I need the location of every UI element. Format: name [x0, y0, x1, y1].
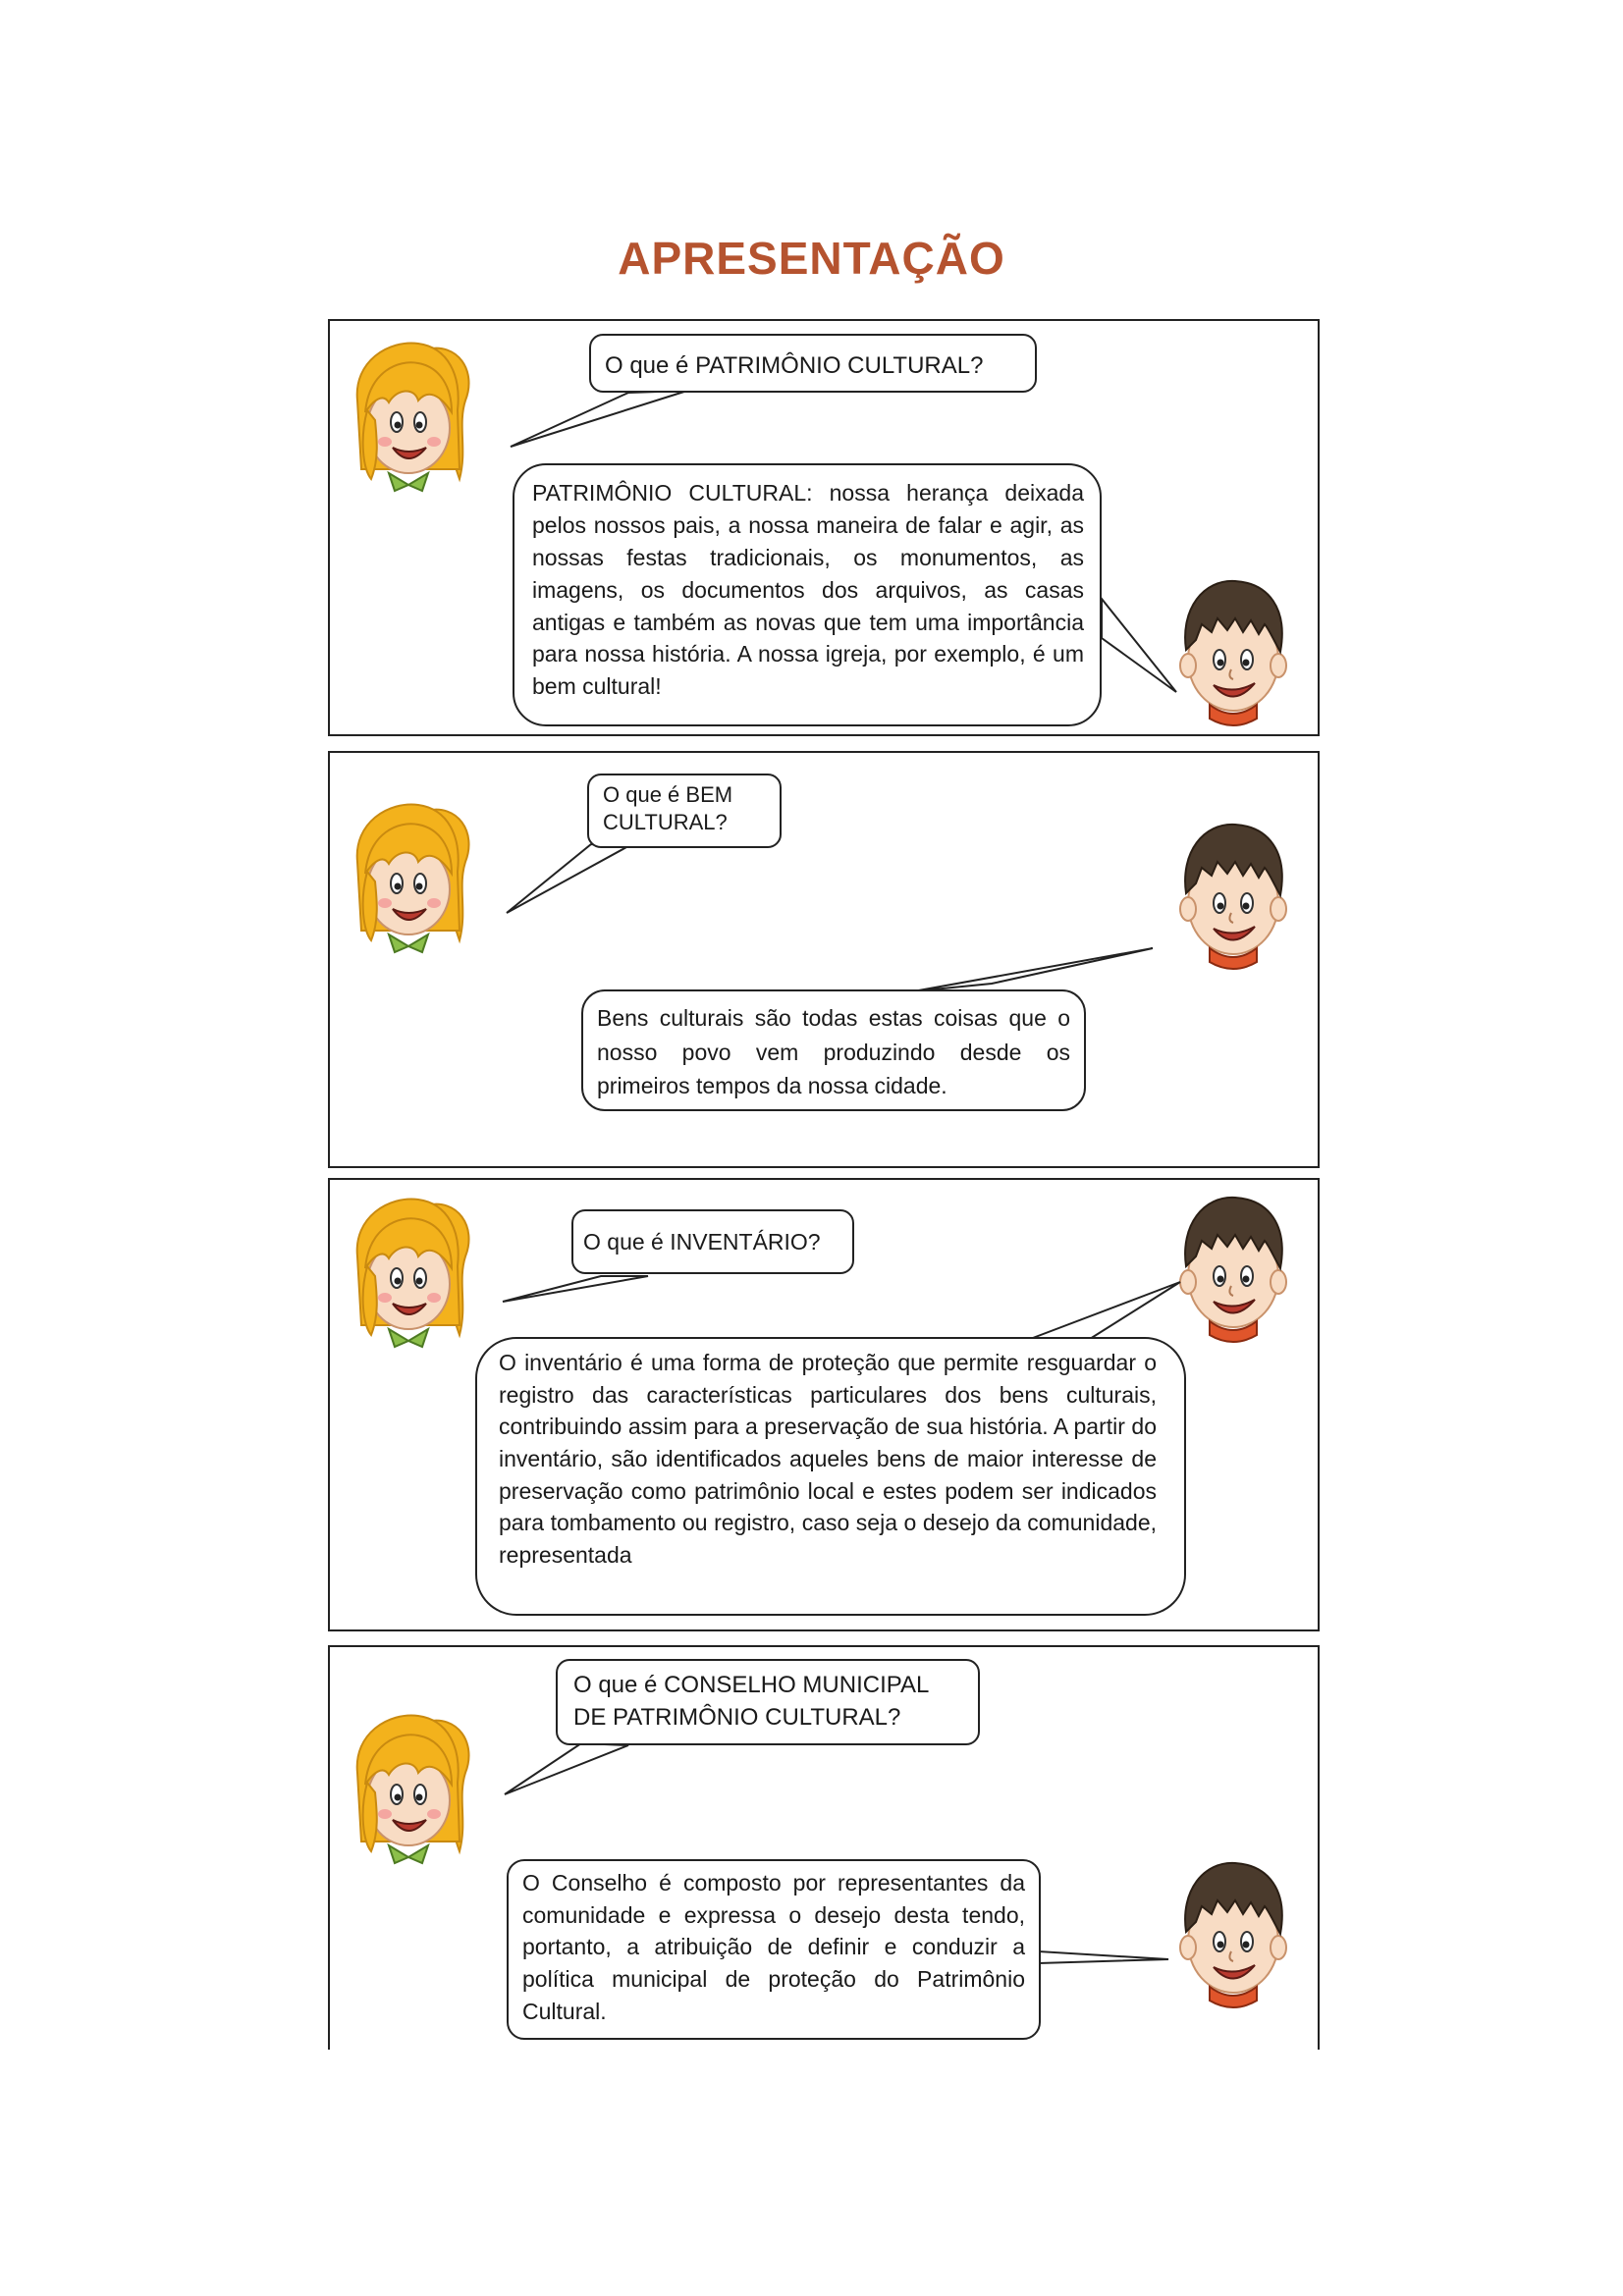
answer-text: O inventário é uma forma de proteção que permite resguardar o registro das características particulares dos bens culturais, contribuindo assim para a preservação de sua história. A partir do inventário, são identificados aqueles bens de maior interesse de preservação como patrimônio local e estes podem ser indicados para tombamento ou registro, caso seja o desejo da comunidade, representada [499, 1350, 1157, 1568]
answer-text: O Conselho é composto por representantes da comunidade e expressa o desejo desta tendo, portanto, a atribuição de definir e conduzir a política municipal de proteção do Patrimônio Cultural. [522, 1870, 1025, 2024]
question-text: O que é BEM CULTURAL? [603, 782, 733, 834]
page-title: APRESENTAÇÃO [618, 233, 1005, 284]
answer-bubble-4 [507, 1859, 1041, 2040]
answer-text: Bens culturais são todas estas coisas que o nosso povo vem produzindo desde os primeiros tempos da nossa cidade. [597, 1005, 1070, 1098]
question-text: O que é PATRIMÔNIO CULTURAL? [605, 352, 984, 379]
question-text: O que é CONSELHO MUNICIPAL DE PATRIMÔNIO CULTURAL? [573, 1672, 929, 1732]
question-text: O que é INVENTÁRIO? [583, 1229, 821, 1255]
question-bubble-4 [556, 1659, 980, 1745]
answer-text: PATRIMÔNIO CULTURAL: nossa herança deixada pelos nossos pais, a nossa maneira de falar e agir, as nossas festas tradicionais, os monumentos, as imagens, os documentos dos arquivos, as casas antigas e também as novas que tem uma importância para nossa história. A nossa igreja, por exemplo, é um bem cultural! [532, 480, 1084, 700]
